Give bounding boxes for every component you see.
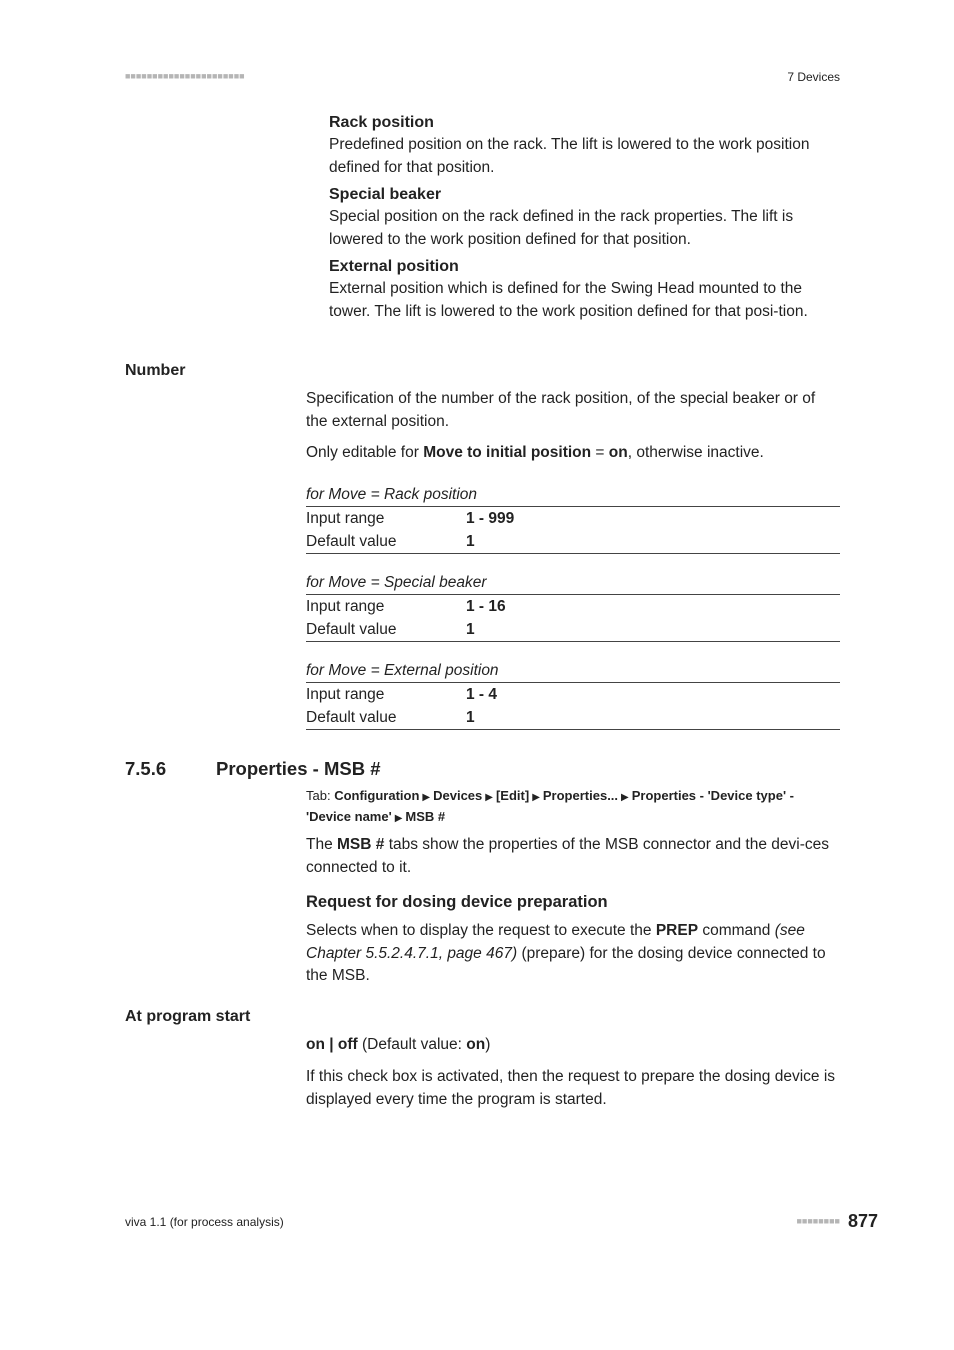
range-row-input <box>306 683 840 706</box>
footer-decoration: ■■■■■■■■ <box>796 1216 840 1226</box>
note-text: , otherwise inactive. <box>627 444 764 461</box>
footer-document-title: viva 1.1 (for process analysis) <box>125 1215 284 1229</box>
option-text: Predefined position on the rack. The lift is lowered to the work position defined for that position. <box>329 136 810 176</box>
range-value: 1 <box>466 533 475 550</box>
triangle-right-icon: ▶ <box>532 792 540 803</box>
range-value: 1 - 999 <box>466 510 515 527</box>
number-description: Specification of the number of the rack position, of the special beaker or of the external position. <box>306 390 816 430</box>
req-reference: (see Chapter 5.5.2.4.7.1, page 467) <box>306 922 805 962</box>
breadcrumb-item: MSB # <box>405 809 446 824</box>
range-value: 1 - 4 <box>466 686 498 703</box>
range-row-default <box>306 706 840 730</box>
option-text: External position which is defined for the Swing Head mounted to the tower. The lift is lowered to the work position defined for that posi-tion. <box>329 280 808 320</box>
tab-prefix: Tab: <box>306 788 335 803</box>
intro-text: The <box>306 836 338 853</box>
move-option-external <box>329 256 841 323</box>
at-program-start-description: If this check box is activated, then the request to prepare the dosing device is displayed every time the program is started. <box>306 1068 836 1108</box>
triangle-right-icon: ▶ <box>485 792 493 803</box>
section-number: 7.5.6 <box>125 758 167 779</box>
header-decoration: ■■■■■■■■■■■■■■■■■■■■■■ <box>125 71 245 81</box>
breadcrumb-item: Devices <box>433 788 483 803</box>
range-row-input <box>306 595 840 618</box>
breadcrumb-item: Properties... <box>542 788 619 803</box>
option-title: Special beaker <box>329 186 442 203</box>
triangle-right-icon: ▶ <box>422 792 431 803</box>
range-label: Input range <box>306 510 385 527</box>
range-row-default <box>306 530 840 554</box>
breadcrumb-item: [Edit] <box>495 788 530 803</box>
param-at-program-start-label: At program start <box>125 1008 251 1025</box>
range-row-input <box>306 507 840 530</box>
range-value: 1 - 16 <box>466 598 506 615</box>
range-caption: for Move = Special beaker <box>306 572 840 595</box>
range-row-default <box>306 618 840 642</box>
range-label: Default value <box>306 709 397 726</box>
default-text: ) <box>485 1036 491 1053</box>
at-program-start-options <box>306 1034 840 1057</box>
req-text: command <box>698 922 775 939</box>
note-text: = <box>591 444 609 461</box>
move-option-special <box>329 184 841 251</box>
options-values: on | off <box>306 1036 358 1053</box>
move-option-rack <box>329 112 841 179</box>
default-text: (Default value: <box>357 1036 467 1053</box>
intro-tab-name: MSB # <box>337 836 385 853</box>
number-editable-note <box>306 442 840 465</box>
tab-breadcrumb <box>306 786 842 828</box>
range-caption: for Move = External position <box>306 660 840 683</box>
range-table-special <box>306 572 840 642</box>
header-chapter: 7 Devices <box>787 70 840 84</box>
option-title: External position <box>329 258 459 275</box>
note-value: on <box>608 444 628 461</box>
section-intro <box>306 834 840 879</box>
range-value: 1 <box>466 709 475 726</box>
range-value: 1 <box>466 621 475 638</box>
subheading-request: Request for dosing device preparation <box>306 893 608 911</box>
range-label: Default value <box>306 621 397 638</box>
request-description <box>306 920 840 988</box>
req-text: Selects when to display the request to execute the <box>306 922 656 939</box>
triangle-right-icon: ▶ <box>621 792 629 803</box>
section-title: Properties - MSB # <box>216 758 381 779</box>
req-command: PREP <box>655 922 699 939</box>
breadcrumb-item: Properties - 'Device type' - 'Device name' <box>306 788 794 824</box>
range-label: Default value <box>306 533 397 550</box>
option-title: Rack position <box>329 114 434 131</box>
range-label: Input range <box>306 598 385 615</box>
range-table-rack <box>306 484 840 554</box>
triangle-right-icon: ▶ <box>394 813 403 824</box>
range-table-external <box>306 660 840 730</box>
page-number: 877 <box>847 1211 878 1231</box>
breadcrumb-item: Configuration <box>334 788 420 803</box>
note-text: Only editable for <box>306 444 424 461</box>
range-caption: for Move = Rack position <box>306 484 840 507</box>
note-param: Move to initial position <box>423 444 592 461</box>
option-text: Special position on the rack defined in the rack properties. The lift is lowered to the work position defined for that position. <box>329 208 794 248</box>
range-label: Input range <box>306 686 385 703</box>
default-value: on <box>466 1036 486 1053</box>
intro-text: tabs show the properties of the MSB connector and the devi-ces connected to it. <box>306 836 829 876</box>
req-text: (prepare) for the dosing device connected to the MSB. <box>306 944 826 984</box>
param-number-label: Number <box>125 362 186 379</box>
